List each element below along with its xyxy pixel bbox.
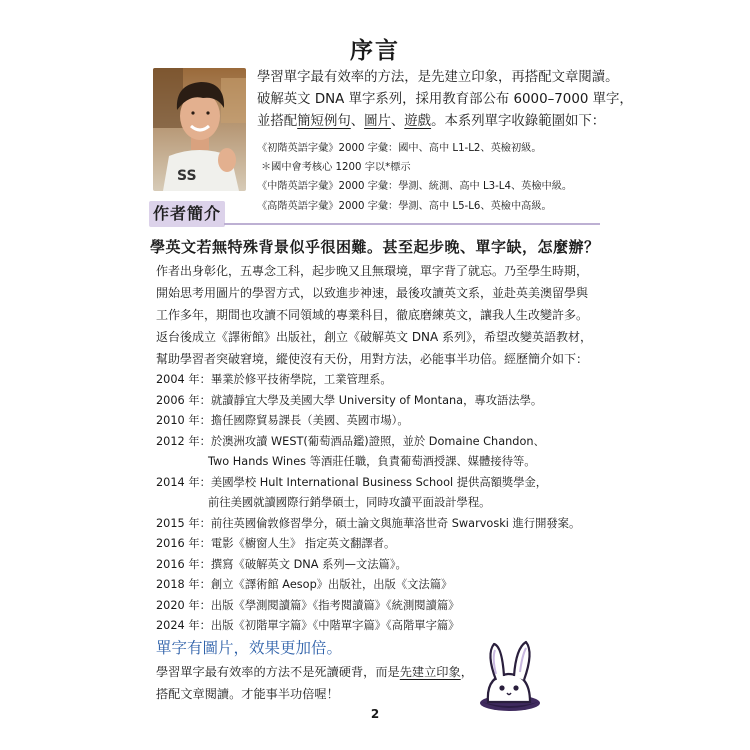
bio-line: 返台後成立《譯術館》出版社，創立《破解英文 DNA 系列》，希望改變英語教材， xyxy=(156,330,593,344)
highlight-pictures: 圖片 xyxy=(364,114,391,129)
closing-line: 搭配文章閱讀。才能事半功倍喔！ xyxy=(156,687,339,701)
timeline-entry-continuation: 前往美國就讀國際行銷學碩士，同時攻讀平面設計學程。 xyxy=(208,496,491,509)
timeline-entry: 2016 年：電影《櫥窗人生》 指定英文翻譯者。 xyxy=(156,537,396,550)
timeline-entry-continuation: Two Hands Wines 等酒莊任職，負責葡萄酒授課、媒體接待等。 xyxy=(208,455,536,468)
timeline-entry: 2006 年：就讀靜宜大學及美國大學 University of Montana，專攻語法學。 xyxy=(156,393,543,407)
author-photo xyxy=(153,68,246,191)
timeline-entry: 2004 年：畢業於修平技術學院，工業管理系。 xyxy=(156,373,392,386)
series-list xyxy=(257,139,572,216)
author-section-tag xyxy=(149,201,225,227)
closing-text: ， xyxy=(460,665,473,679)
highlight-games: 遊戲 xyxy=(404,114,432,129)
closing-paragraph xyxy=(156,661,473,705)
timeline-entry: 2014 年：美國學校 Hult International Business School 提供高額獎學金， xyxy=(156,475,548,489)
timeline-entry: 2010 年：擔任國際貿易課長（美國、英國市場）。 xyxy=(156,414,409,427)
intro-text: 並搭配 xyxy=(257,114,298,129)
bio-line: 開始思考用圖片的學習方式，以致進步神速，最後攻讀英文系，並赴英美澳留學與 xyxy=(156,286,589,300)
slogan: 單字有圖片，效果更加倍。 xyxy=(156,639,343,657)
highlight-build-impression: 先建立印象 xyxy=(399,665,461,679)
highlight-example-sentences: 簡短例句 xyxy=(297,114,351,129)
bio-line: 工作多年，期間也攻讀不同領域的專業科目，徹底磨練英文，讓我人生改變許多。 xyxy=(156,308,589,322)
timeline-entry: 2015 年：前往英國倫敦修習學分，碩士論文與施華洛世奇 Swarvoski 進行開發案。 xyxy=(156,516,581,530)
intro-paragraph xyxy=(257,67,633,133)
intro-text: 、 xyxy=(350,114,365,129)
author-bio xyxy=(156,260,596,370)
intro-line xyxy=(257,111,606,133)
intro-line: 破解英文 DNA 單字系列，採用教育部公布 6000–7000 單字， xyxy=(257,92,633,107)
rabbit-illustration xyxy=(474,640,544,712)
svg-text:SS: SS xyxy=(177,168,197,184)
page-number: 2 xyxy=(370,707,380,721)
series-item: 《中階英語字彙》2000 字彙：學測、統測、高中 L3-L4、英檢中級。 xyxy=(257,181,573,193)
author-section-label: 作者簡介 xyxy=(152,204,221,223)
closing-line xyxy=(156,661,473,683)
series-note: ＊國中會考核心 1200 字以*標示 xyxy=(261,162,411,174)
closing-text: 學習單字最有效率的方法不是死讀硬背，而是 xyxy=(156,665,400,679)
series-item: 《初階英語字彙》2000 字彙：國中、高中 L1-L2、英檢初級。 xyxy=(257,143,542,154)
timeline-entry: 2020 年：出版《學測閱讀篇》《指考閱讀篇》《統測閱讀篇》 xyxy=(156,598,460,612)
bio-line: 作者出身彰化，五專念工科，起步晚又且無環境，單字背了就忘。乃至學生時期， xyxy=(156,264,589,278)
series-item: 《高階英語字彙》2000 字彙：學測、高中 L5-L6、英檢中高級。 xyxy=(257,200,552,212)
intro-text: 。本系列單字收錄範圍如下： xyxy=(431,114,606,129)
bio-line: 幫助學習者突破窘境，縱使沒有天份，用對方法，必能事半功倍。經歷簡介如下： xyxy=(156,352,589,366)
timeline-entry: 2016 年：撰寫《破解英文 DNA 系列—文法篇》。 xyxy=(156,557,407,571)
intro-line: 學習單字最有效率的方法，是先建立印象，再搭配文章閱讀。 xyxy=(257,70,619,85)
timeline-entry: 2018 年：創立《譯術館 Aesop》出版社，出版《文法篇》 xyxy=(156,578,453,591)
page-title: 序言 xyxy=(350,38,400,64)
timeline-entry: 2012 年：於澳洲攻讀 WEST(葡萄酒品鑑)證照，並於 Domaine Chandon、 xyxy=(156,434,545,448)
timeline-entry: 2024 年：出版《初階單字篇》《中階單字篇》《高階單字篇》 xyxy=(156,619,460,632)
career-timeline xyxy=(156,370,596,637)
author-headline: 學英文若無特殊背景似乎很困難。甚至起步晚、單字缺，怎麼辦？ xyxy=(150,238,600,256)
section-divider xyxy=(224,223,600,225)
intro-text: 、 xyxy=(390,114,405,129)
